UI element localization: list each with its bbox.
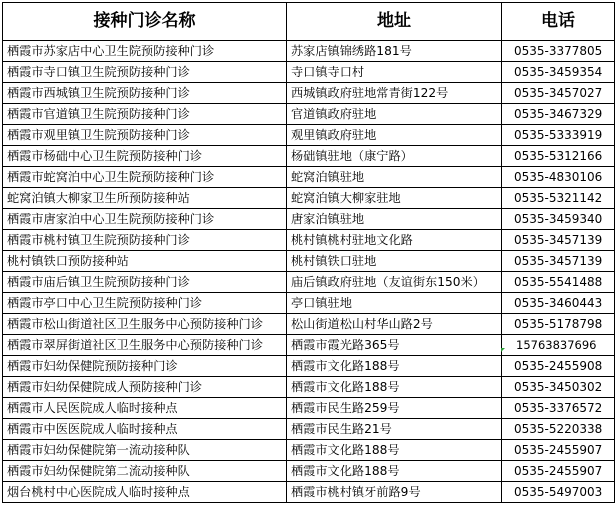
phone-cell: 0535-3377805 [502, 41, 615, 62]
clinic-name-cell: 栖霞市翠屏街道社区卫生服务中心预防接种门诊 [3, 335, 287, 356]
table-row [3, 440, 615, 461]
clinic-name-cell: 栖霞市寺口镇卫生院预防接种门诊 [3, 62, 287, 83]
clinic-name-cell: 栖霞市松山街道社区卫生服务中心预防接种门诊 [3, 314, 287, 335]
clinic-name-cell: 栖霞市杨础中心卫生院预防接种门诊 [3, 146, 287, 167]
header-phone: 电话 [502, 3, 615, 41]
address-cell: 亭口镇驻地 [287, 293, 502, 314]
clinic-name-cell: 栖霞市苏家店中心卫生院预防接种门诊 [3, 41, 287, 62]
table-row [3, 314, 615, 335]
address-cell: 观里镇政府驻地 [287, 125, 502, 146]
clinic-name-cell: 栖霞市官道镇卫生院预防接种门诊 [3, 104, 287, 125]
clinic-name-cell: 蛇窝泊镇大柳家卫生所预防接种站 [3, 188, 287, 209]
clinic-table [2, 2, 615, 503]
table-row [3, 482, 615, 503]
phone-cell: 0535-3459340 [502, 209, 615, 230]
clinic-name-cell: 栖霞市中医医院成人临时接种点 [3, 419, 287, 440]
table-row [3, 461, 615, 482]
address-cell: 官道镇政府驻地 [287, 104, 502, 125]
clinic-name-cell: 栖霞市西城镇卫生院预防接种门诊 [3, 83, 287, 104]
phone-cell: 0535-3457139 [502, 230, 615, 251]
address-cell: 栖霞市文化路188号 [287, 461, 502, 482]
address-cell: 庙后镇政府驻地（友谊街东150米） [287, 272, 502, 293]
phone-cell: 15763837696 [502, 335, 615, 356]
table-row [3, 83, 615, 104]
phone-cell: 0535-5220338 [502, 419, 615, 440]
clinic-name-cell: 栖霞市亭口中心卫生院预防接种门诊 [3, 293, 287, 314]
phone-cell: 0535-5497003 [502, 482, 615, 503]
address-cell: 苏家店镇锦绣路181号 [287, 41, 502, 62]
address-cell: 唐家泊镇驻地 [287, 209, 502, 230]
clinic-name-cell: 烟台桃村中心医院成人临时接种点 [3, 482, 287, 503]
address-cell: 松山街道松山村华山路2号 [287, 314, 502, 335]
table-row [3, 251, 615, 272]
table-row [3, 104, 615, 125]
clinic-name-cell: 栖霞市蛇窝泊中心卫生院预防接种门诊 [3, 167, 287, 188]
table-row [3, 335, 615, 356]
address-cell: 栖霞市民生路21号 [287, 419, 502, 440]
table-row [3, 188, 615, 209]
address-cell: 寺口镇寺口村 [287, 62, 502, 83]
address-cell: 栖霞市桃村镇牙前路9号 [287, 482, 502, 503]
table-body [3, 41, 615, 503]
clinic-name-cell: 栖霞市妇幼保健院第二流动接种队 [3, 461, 287, 482]
phone-cell: 0535-2455907 [502, 440, 615, 461]
phone-cell: 0535-2455908 [502, 356, 615, 377]
clinic-table-sheet [2, 2, 614, 520]
table-row [3, 230, 615, 251]
table-row [3, 377, 615, 398]
table-row [3, 167, 615, 188]
phone-cell: 0535-5333919 [502, 125, 615, 146]
table-row [3, 398, 615, 419]
phone-cell: 0535-3459354 [502, 62, 615, 83]
clinic-name-cell: 栖霞市人民医院成人临时接种点 [3, 398, 287, 419]
phone-cell: 0535-4830106 [502, 167, 615, 188]
header-row [3, 3, 615, 41]
phone-cell: 0535-3457027 [502, 83, 615, 104]
clinic-name-cell: 栖霞市唐家泊中心卫生院预防接种门诊 [3, 209, 287, 230]
header-address: 地址 [287, 3, 502, 41]
phone-cell: 0535-3457139 [502, 251, 615, 272]
phone-cell: 0535-2455907 [502, 461, 615, 482]
table-row [3, 62, 615, 83]
address-cell: 栖霞市文化路188号 [287, 377, 502, 398]
clinic-name-cell: 栖霞市庙后镇卫生院预防接种门诊 [3, 272, 287, 293]
phone-cell: 0535-5312166 [502, 146, 615, 167]
address-cell: 栖霞市民生路259号 [287, 398, 502, 419]
clinic-name-cell: 栖霞市观里镇卫生院预防接种门诊 [3, 125, 287, 146]
phone-cell: 0535-3467329 [502, 104, 615, 125]
phone-cell: 0535-3376572 [502, 398, 615, 419]
clinic-name-cell: 栖霞市妇幼保健院成人预防接种门诊 [3, 377, 287, 398]
table-row [3, 125, 615, 146]
header-clinic-name: 接种门诊名称 [3, 3, 287, 41]
table-row [3, 419, 615, 440]
phone-cell: 0535-3460443 [502, 293, 615, 314]
table-row [3, 293, 615, 314]
table-row [3, 41, 615, 62]
address-cell: 杨础镇驻地（康宁路） [287, 146, 502, 167]
table-row [3, 209, 615, 230]
phone-cell: 0535-5541488 [502, 272, 615, 293]
table-row [3, 146, 615, 167]
table-row [3, 272, 615, 293]
clinic-name-cell: 栖霞市桃村镇卫生院预防接种门诊 [3, 230, 287, 251]
address-cell: 栖霞市霞光路365号 [287, 335, 502, 356]
clinic-name-cell: 栖霞市妇幼保健院第一流动接种队 [3, 440, 287, 461]
address-cell: 栖霞市文化路188号 [287, 440, 502, 461]
address-cell: 蛇窝泊镇大柳家驻地 [287, 188, 502, 209]
address-cell: 桃村镇铁口驻地 [287, 251, 502, 272]
clinic-name-cell: 桃村镇铁口预防接种站 [3, 251, 287, 272]
address-cell: 西城镇政府驻地常青街122号 [287, 83, 502, 104]
clinic-name-cell: 栖霞市妇幼保健院预防接种门诊 [3, 356, 287, 377]
address-cell: 桃村镇桃村驻地文化路 [287, 230, 502, 251]
table-row [3, 356, 615, 377]
phone-cell: 0535-3450302 [502, 377, 615, 398]
address-cell: 蛇窝泊镇驻地 [287, 167, 502, 188]
cell-error-marker [501, 348, 505, 352]
phone-cell: 0535-5321142 [502, 188, 615, 209]
phone-cell: 0535-5178798 [502, 314, 615, 335]
address-cell: 栖霞市文化路188号 [287, 356, 502, 377]
